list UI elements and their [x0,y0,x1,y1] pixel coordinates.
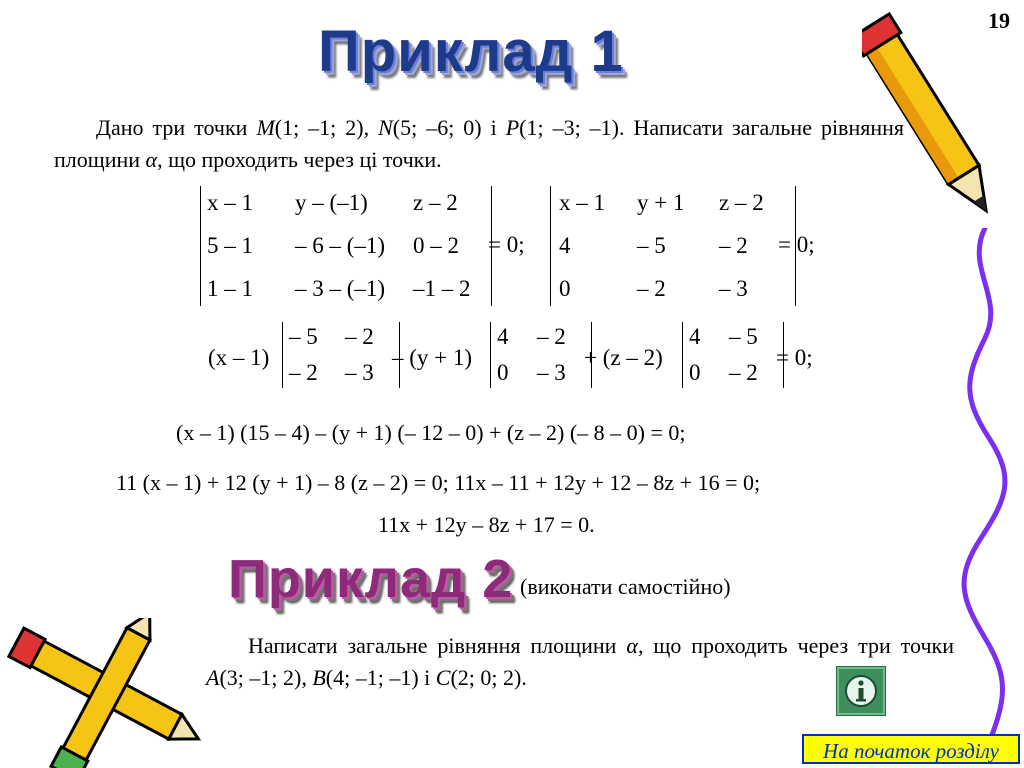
det2-cell: – 5 [637,233,666,258]
pencils-icon [0,618,210,768]
minor1-cell: – 5 [289,324,318,349]
determinant-2 [550,186,796,306]
det1-cell: z – 2 [413,190,458,215]
example-2-title: Приклад 2 [228,549,514,609]
det2-cell: 0 [559,276,571,301]
equation-line-2: 11 (x – 1) + 12 (y + 1) – 8 (z – 2) = 0; 11x – 11 + 12y + 12 – 8z + 16 = 0; [116,470,761,495]
expansion-op-1: – (y + 1) [392,345,473,370]
det2-cell: z – 2 [719,190,764,215]
info-button[interactable] [836,666,886,716]
det1-cell: – 3 – (–1) [295,276,386,301]
minor-2 [490,322,592,388]
minor3-cell: – 5 [729,324,758,349]
point-n: N [378,115,393,140]
problem-1-text-a: Дано три точки [96,115,257,140]
point-b-coords: (4; –1; –1) і [325,665,436,690]
det2-cell: 4 [559,233,571,258]
problem-2-text-b: , що проходить через три точки [637,633,954,658]
det1-suffix: = 0; [488,232,525,257]
minor2-cell: – 2 [537,324,566,349]
equation-line-3: 11x + 12y – 8z + 17 = 0. [378,512,595,537]
minor1-cell: – 2 [345,324,374,349]
expansion-factor-1: (x – 1) [208,345,270,370]
minor3-cell: – 2 [729,360,758,385]
point-m-coords: (1; –1; 2), [274,115,379,140]
determinant-1 [200,186,492,306]
equation-line-1: (x – 1) (15 – 4) – (y + 1) (– 12 – 0) + (z – 2) (– 8 – 0) = 0; [176,420,686,445]
point-a-coords: (3; –1; 2), [219,665,313,690]
minor3-cell: 0 [689,360,701,385]
plane-alpha: α [145,147,158,172]
example-1-title: Приклад 1 [318,19,624,84]
det2-cell: – 2 [719,233,748,258]
point-c-coords: (2; 0; 2). [450,665,527,690]
example-2-note: (виконати самостійно) [520,574,731,599]
det2-cell: – 3 [719,276,748,301]
minor3-cell: 4 [689,324,701,349]
det1-cell: 0 – 2 [413,233,459,258]
squiggle-decoration [955,228,1015,748]
det2-cell: y + 1 [637,190,685,215]
minor-1 [282,322,400,388]
det1-cell: – 6 – (–1) [295,233,386,258]
det2-cell: x – 1 [559,190,605,215]
problem-1-text-b: , що проходить через ці точки. [157,147,442,172]
problem-1-text [54,112,904,176]
problem-2-text-a: Написати загальне рівняння площини [248,633,627,658]
expansion-op-2: + (z – 2) [584,345,663,370]
det1-cell: –1 – 2 [413,276,471,301]
plane-alpha: α [626,633,638,658]
point-b: B [312,665,326,690]
point-c: C [435,665,451,690]
point-p-coords: (1; –3; –1). Написати загальне рівняння площини [54,115,905,172]
minor2-cell: 4 [497,324,509,349]
det1-cell: y – (–1) [295,190,368,215]
minor2-cell: 0 [497,360,509,385]
det1-cell: x – 1 [207,190,253,215]
det2-cell: – 2 [637,276,666,301]
minor-3 [682,322,784,388]
det1-cell: 1 – 1 [207,276,253,301]
minor2-cell: – 3 [537,360,566,385]
expansion-suffix: = 0; [776,345,813,370]
det1-cell: 5 – 1 [207,233,253,258]
minor1-cell: – 2 [289,360,318,385]
info-icon [837,667,885,715]
point-m: M [256,115,275,140]
page-number: 19 [988,8,1010,33]
minor1-cell: – 3 [345,360,374,385]
point-n-coords: (5; –6; 0) і [392,115,506,140]
back-to-section-link[interactable]: На початок розділу [802,734,1020,764]
point-a: A [206,665,220,690]
det2-suffix: = 0; [778,232,815,257]
point-p: P [505,115,520,140]
